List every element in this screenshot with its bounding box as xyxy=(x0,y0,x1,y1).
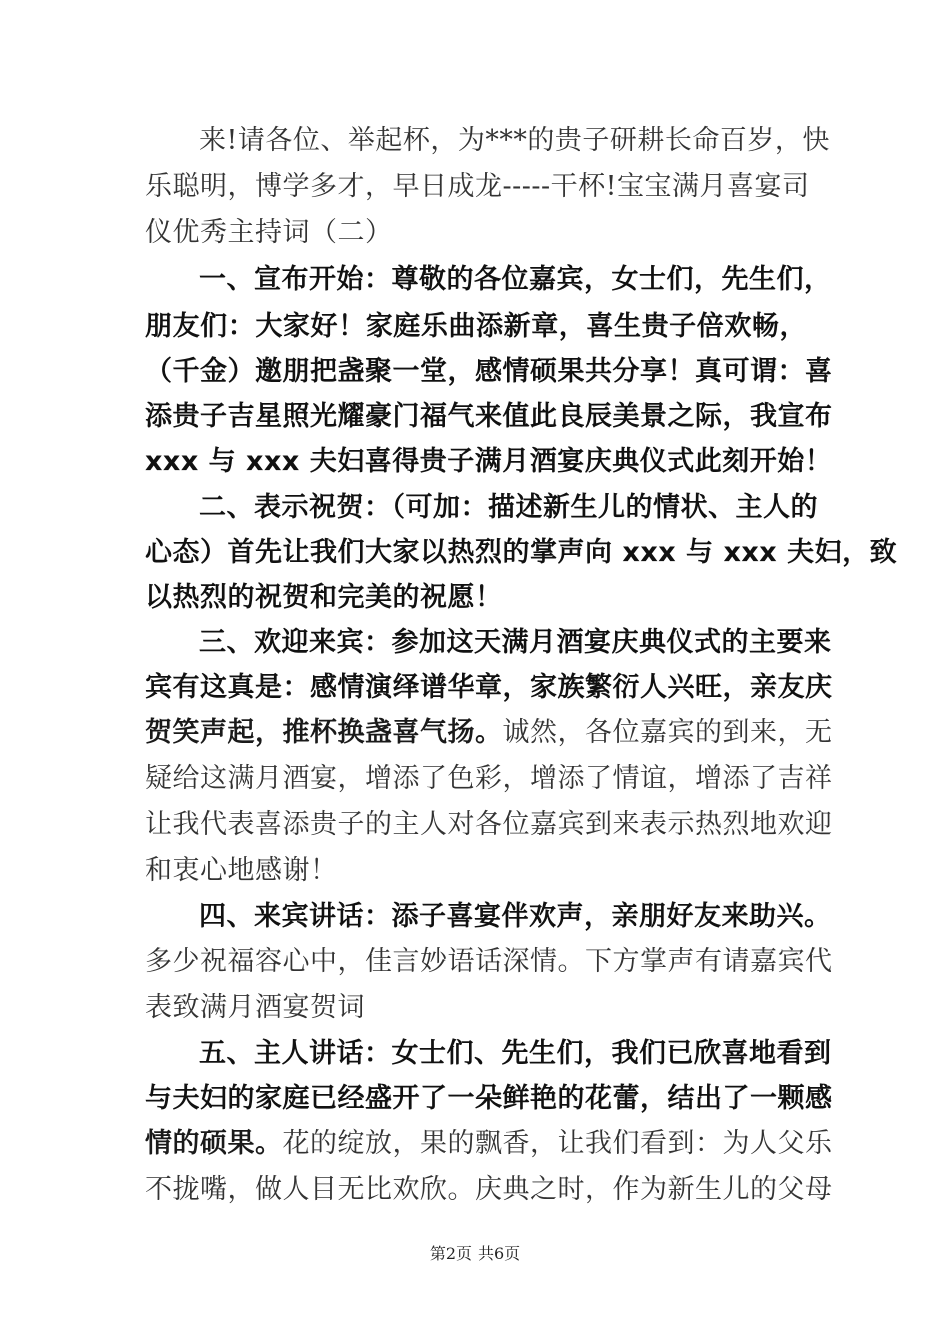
text-line: 仪优秀主持词（二） xyxy=(145,217,393,248)
text-line: 添贵子吉星照光耀豪门福气来值此良辰美景之际，我宣布 xyxy=(145,401,833,432)
text-line xyxy=(145,716,833,750)
text-segment: 情的硕果。 xyxy=(145,1128,283,1159)
page-number: 第2页 xyxy=(429,1244,472,1263)
text-line: 与夫妇的家庭已经盛开了一朵鲜艳的花蕾，结出了一颗感 xyxy=(145,1083,833,1114)
text-segment: 诚然，各位嘉宾的到来，无 xyxy=(502,717,833,748)
text-segment: 花的绽放，果的飘香，让我们看到：为人父乐 xyxy=(282,1128,833,1159)
text-line xyxy=(145,1127,833,1161)
text-line: 和衷心地感谢！ xyxy=(145,855,338,886)
text-line: 不拢嘴，做人目无比欢欣。庆典之时，作为新生儿的父母 xyxy=(145,1174,833,1205)
text-line: 朋友们：大家好！家庭乐曲添新章，喜生贵子倍欢畅， xyxy=(145,311,807,342)
text-line: 多少祝福容心中，佳言妙语话深情。下方掌声有请嘉宾代 xyxy=(145,946,833,977)
page-total: 共6页 xyxy=(478,1244,521,1263)
text-line: 让我代表喜添贵子的主人对各位嘉宾到来表示热烈地欢迎 xyxy=(145,809,833,840)
page-footer xyxy=(0,1241,950,1264)
text-line: 一、宣布开始：尊敬的各位嘉宾，女士们，先生们， xyxy=(199,264,832,295)
text-line: 疑给这满月酒宴，增添了色彩，增添了情谊，增添了吉祥 xyxy=(145,763,833,794)
text-line: 乐聪明，博学多才，早日成龙-----干杯!宝宝满月喜宴司 xyxy=(145,171,810,202)
text-line: 二、表示祝贺：（可加：描述新生儿的情状、主人的 xyxy=(199,492,818,523)
text-line: xxx 与 xxx 夫妇喜得贵子满月酒宴庆典仪式此刻开始！ xyxy=(145,446,833,477)
text-line: 五、主人讲话：女士们、先生们，我们已欣喜地看到 xyxy=(199,1038,832,1069)
text-line: 心态）首先让我们大家以热烈的掌声向 xxx 与 xxx 夫妇，致 xyxy=(145,537,898,568)
text-line: 四、来宾讲话：添子喜宴伴欢声，亲朋好友来助兴。 xyxy=(199,901,832,932)
text-line: 表致满月酒宴贺词 xyxy=(145,992,365,1023)
text-line: 三、欢迎来宾：参加这天满月酒宴庆典仪式的主要来 xyxy=(199,627,832,658)
text-line: （千金）邀朋把盏聚一堂，感情硕果共分享！真可谓：喜 xyxy=(145,356,833,387)
text-line: 宾有这真是：感情演绎谱华章，家族繁衍人兴旺，亲友庆 xyxy=(145,672,833,703)
text-line: 来!请各位、举起杯，为***的贵子研耕长命百岁，快 xyxy=(199,125,830,156)
text-line: 以热烈的祝贺和完美的祝愿！ xyxy=(145,582,503,613)
text-segment: 贺笑声起，推杯换盏喜气扬。 xyxy=(145,717,503,748)
